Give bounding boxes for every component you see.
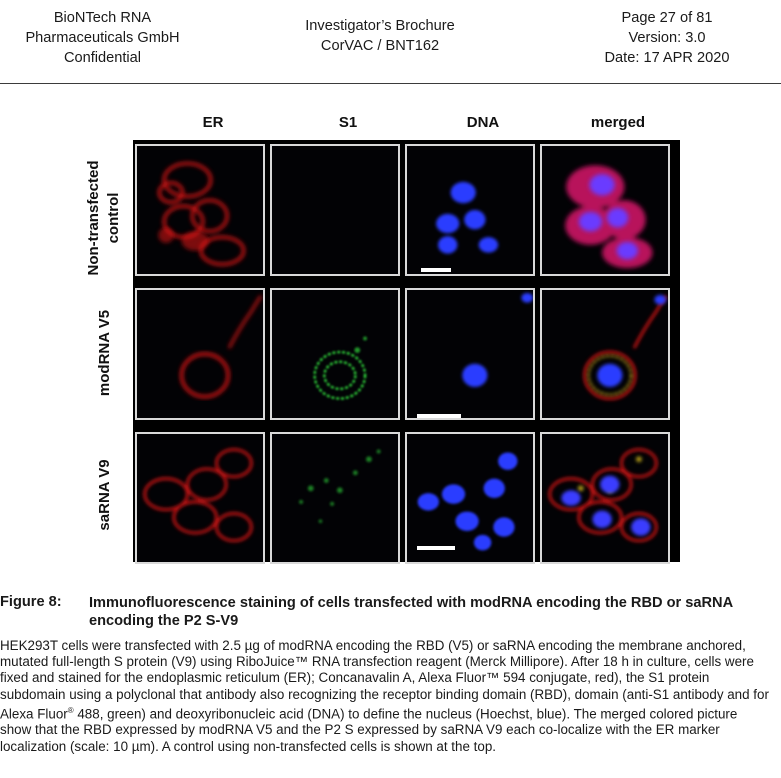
micrograph-sarna-dna [407, 434, 533, 562]
description-part1: HEK293T cells were transfected with 2.5 µg of modRNA encoding the RBD (V5) or saRNA encoding the membrane anchored, mutated full-length S protein (V9) using RiboJuice™ RNA transfection reagent (Merck Millipore). After 18 h in culture, cells were fixed and stained for the endoplasmic reticulum (ER); Concanavalin A, Alexa Fluor™ 594 conjugate, red), the S1 protein subdomain using a polyclonal that antibody also recognizing the receptor binding domain (RBD), domain (anti-S1 antibody and for Alexa Fluor [0, 638, 769, 722]
panel-control-s1 [270, 144, 400, 276]
scale-bar [417, 546, 455, 550]
row-label-sarna [95, 425, 115, 565]
micrograph-control-merged [542, 146, 668, 274]
panel-control-dna [405, 144, 535, 276]
header-divider [0, 83, 781, 84]
page-info-block [555, 8, 779, 68]
page-number: Page 27 of 81 [621, 10, 713, 26]
registered-mark: ® [67, 705, 74, 715]
product-name: CorVAC / BNT162 [320, 38, 440, 54]
micrograph-modrna-dna [407, 290, 533, 418]
micrograph-modrna-er [137, 290, 263, 418]
micrograph-control-s1 [272, 146, 398, 274]
company-name-line1: BioNTech RNA [53, 10, 152, 26]
panel-sarna-merged [540, 432, 670, 564]
panel-sarna-er [135, 432, 265, 564]
company-name-line2: Pharmaceuticals GmbH [25, 30, 180, 46]
micrograph-modrna-merged [542, 290, 668, 418]
micrograph-control-er [137, 146, 263, 274]
row-label-control-line2: control [105, 192, 122, 244]
row-label-modrna-text: modRNA V5 [96, 309, 113, 397]
panel-control-er [135, 144, 265, 276]
column-header-merged: merged [590, 114, 646, 131]
micrograph-sarna-s1 [272, 434, 398, 562]
page-header [0, 0, 781, 84]
panel-sarna-dna [405, 432, 535, 564]
figure-title: Immunofluorescence staining of cells transfected with modRNA encoding the RBD or saRNA encoding the P2 S-V9 [89, 595, 733, 629]
figure-image [75, 100, 688, 562]
column-header-s1: S1 [338, 114, 358, 131]
company-block [0, 8, 205, 68]
panel-modrna-dna [405, 288, 535, 420]
figure-description [0, 638, 770, 755]
document-title-block [250, 16, 510, 56]
row-label-sarna-text: saRNA V9 [96, 459, 113, 531]
scale-bar [421, 268, 451, 272]
panel-modrna-merged [540, 288, 670, 420]
panel-control-merged [540, 144, 670, 276]
micrograph-control-dna [407, 146, 533, 274]
panel-modrna-s1 [270, 288, 400, 420]
row-label-modrna [95, 283, 115, 423]
micrograph-sarna-merged [542, 434, 668, 562]
column-header-er: ER [202, 114, 224, 131]
description-part2: 488, green) and deoxyribonucleic acid (DNA) to define the nucleus (Hoechst, blue). The merged colored picture show that the RBD expressed by modRNA V5 and the P2 S expressed by saRNA V9 each co-localize with the ER marker localization (scale: 10 µm). A control using non-transfected cells is shown at the top. [0, 706, 738, 754]
figure-number: Figure 8: [0, 594, 62, 610]
micrograph-modrna-s1 [272, 290, 398, 418]
date: Date: 17 APR 2020 [604, 50, 730, 66]
version: Version: 3.0 [628, 30, 706, 46]
scale-bar [417, 414, 461, 418]
confidential-label: Confidential [63, 50, 142, 66]
panel-sarna-s1 [270, 432, 400, 564]
row-label-control [84, 148, 126, 288]
document-type: Investigator’s Brochure [305, 18, 455, 34]
row-label-control-line1: Non-transfected [85, 160, 102, 276]
micrograph-sarna-er [137, 434, 263, 562]
panel-modrna-er [135, 288, 265, 420]
column-header-dna: DNA [466, 114, 500, 131]
